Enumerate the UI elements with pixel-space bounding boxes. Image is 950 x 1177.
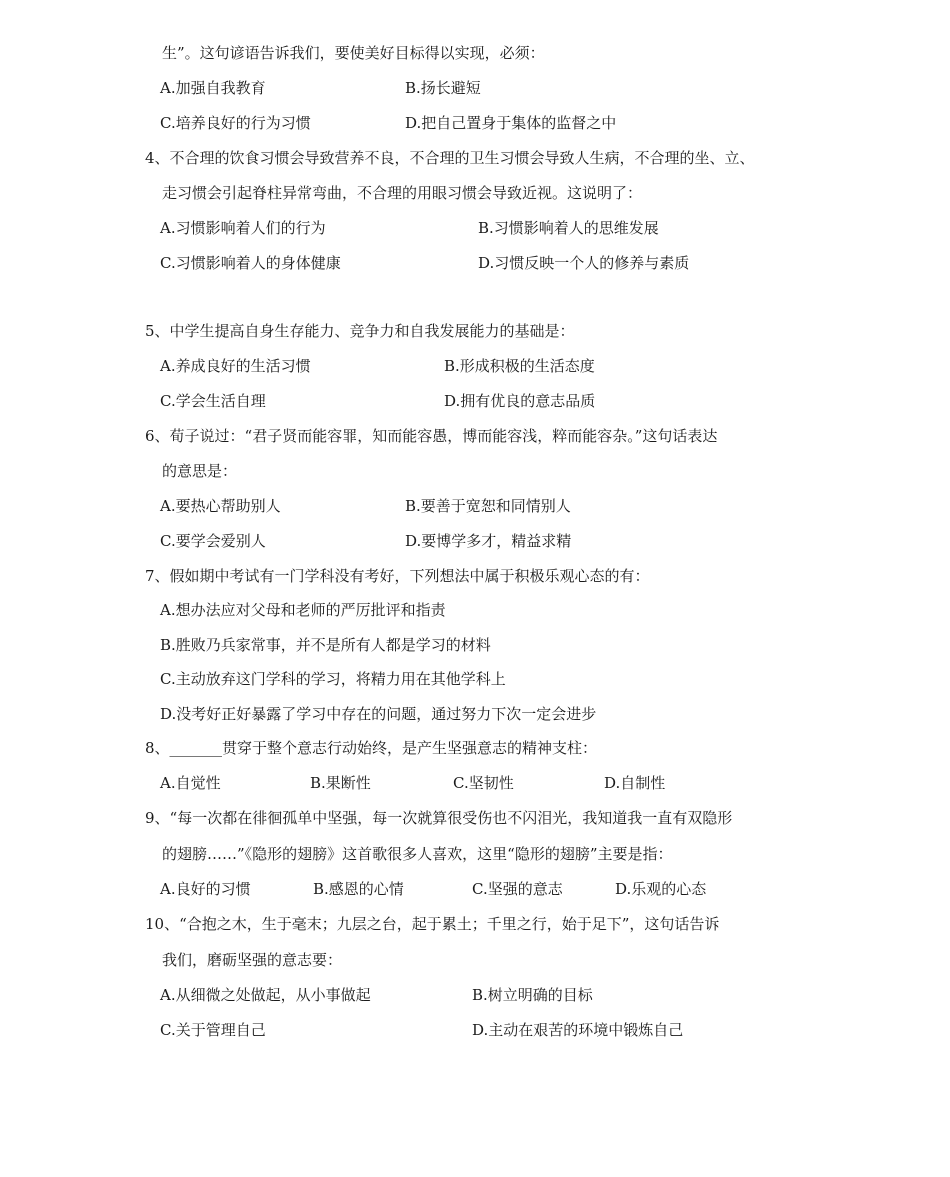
q6-option-d: D.要博学多才，精益求精 bbox=[405, 532, 572, 550]
q9-stem-line1: 9、“每一次都在徘徊孤单中坚强，每一次就算很受伤也不闪泪光，我知道我一直有双隐形 bbox=[145, 809, 733, 827]
q3-stem-tail: 生”。这句谚语告诉我们，要使美好目标得以实现，必须： bbox=[162, 44, 545, 62]
q5-stem-line1: 5、中学生提高自身生存能力、竞争力和自我发展能力的基础是： bbox=[145, 322, 575, 340]
q10-option-c: C.关于管理自己 bbox=[160, 1021, 266, 1039]
q7-option-a: A.想办法应对父母和老师的严厉批评和指责 bbox=[160, 601, 446, 619]
q10-stem-line2: 我们，磨砺坚强的意志要： bbox=[162, 951, 343, 969]
q8-option-d: D.自制性 bbox=[604, 774, 666, 792]
q3-option-a: A.加强自我教育 bbox=[160, 79, 266, 97]
q5-option-a: A.养成良好的生活习惯 bbox=[160, 357, 311, 375]
q7-option-d: D.没考好正好暴露了学习中存在的问题，通过努力下次一定会进步 bbox=[160, 705, 597, 723]
q6-stem-line2: 的意思是： bbox=[162, 462, 238, 480]
q4-option-d: D.习惯反映一个人的修养与素质 bbox=[478, 254, 690, 272]
q10-option-d: D.主动在艰苦的环境中锻炼自己 bbox=[472, 1021, 684, 1039]
q10-option-a: A.从细微之处做起，从小事做起 bbox=[160, 986, 371, 1004]
q9-option-b: B.感恩的心情 bbox=[313, 880, 404, 898]
q7-option-c: C.主动放弃这门学科的学习，将精力用在其他学科上 bbox=[160, 670, 506, 688]
q9-stem-line2: 的翅膀……”《隐形的翅膀》这首歌很多人喜欢，这里“隐形的翅膀”主要是指： bbox=[162, 845, 673, 863]
q7-option-b: B.胜败乃兵家常事，并不是所有人都是学习的材料 bbox=[160, 636, 491, 654]
q6-stem-line1: 6、荀子说过：“君子贤而能容罪，知而能容愚，博而能容浅，粹而能容杂。”这句话表达 bbox=[145, 427, 718, 445]
q6-option-c: C.要学会爱别人 bbox=[160, 532, 266, 550]
q10-stem-line1: 10、“合抱之木，生于毫末；九层之台，起于累土；千里之行，始于足下”，这句话告诉 bbox=[145, 915, 720, 933]
q3-option-b: B.扬长避短 bbox=[405, 79, 481, 97]
q5-option-d: D.拥有优良的意志品质 bbox=[444, 392, 596, 410]
q8-option-a: A.自觉性 bbox=[160, 774, 221, 792]
q5-option-b: B.形成积极的生活态度 bbox=[444, 357, 595, 375]
q4-option-c: C.习惯影响着人的身体健康 bbox=[160, 254, 341, 272]
q3-option-d: D.把自己置身于集体的监督之中 bbox=[405, 114, 617, 132]
q3-option-c: C.培养良好的行为习惯 bbox=[160, 114, 311, 132]
q9-option-c: C.坚强的意志 bbox=[472, 880, 563, 898]
q4-stem-line2: 走习惯会引起脊柱异常弯曲，不合理的用眼习惯会导致近视。这说明了： bbox=[162, 184, 643, 202]
q4-stem-line1: 4、不合理的饮食习惯会导致营养不良，不合理的卫生习惯会导致人生病，不合理的坐、立、 bbox=[145, 149, 755, 167]
q4-option-a: A.习惯影响着人们的行为 bbox=[160, 219, 326, 237]
q8-option-b: B.果断性 bbox=[310, 774, 371, 792]
q8-stem-line1: 8、_______贯穿于整个意志行动始终，是产生坚强意志的精神支柱： bbox=[145, 739, 598, 757]
q7-stem-line1: 7、假如期中考试有一门学科没有考好，下列想法中属于积极乐观心态的有： bbox=[145, 567, 650, 585]
q9-option-a: A.良好的习惯 bbox=[160, 880, 251, 898]
q6-option-a: A.要热心帮助别人 bbox=[160, 497, 281, 515]
q9-option-d: D.乐观的心态 bbox=[615, 880, 707, 898]
q8-option-c: C.坚韧性 bbox=[453, 774, 514, 792]
q4-option-b: B.习惯影响着人的思维发展 bbox=[478, 219, 659, 237]
q10-option-b: B.树立明确的目标 bbox=[472, 986, 593, 1004]
q5-option-c: C.学会生活自理 bbox=[160, 392, 266, 410]
q6-option-b: B.要善于宽恕和同情别人 bbox=[405, 497, 571, 515]
